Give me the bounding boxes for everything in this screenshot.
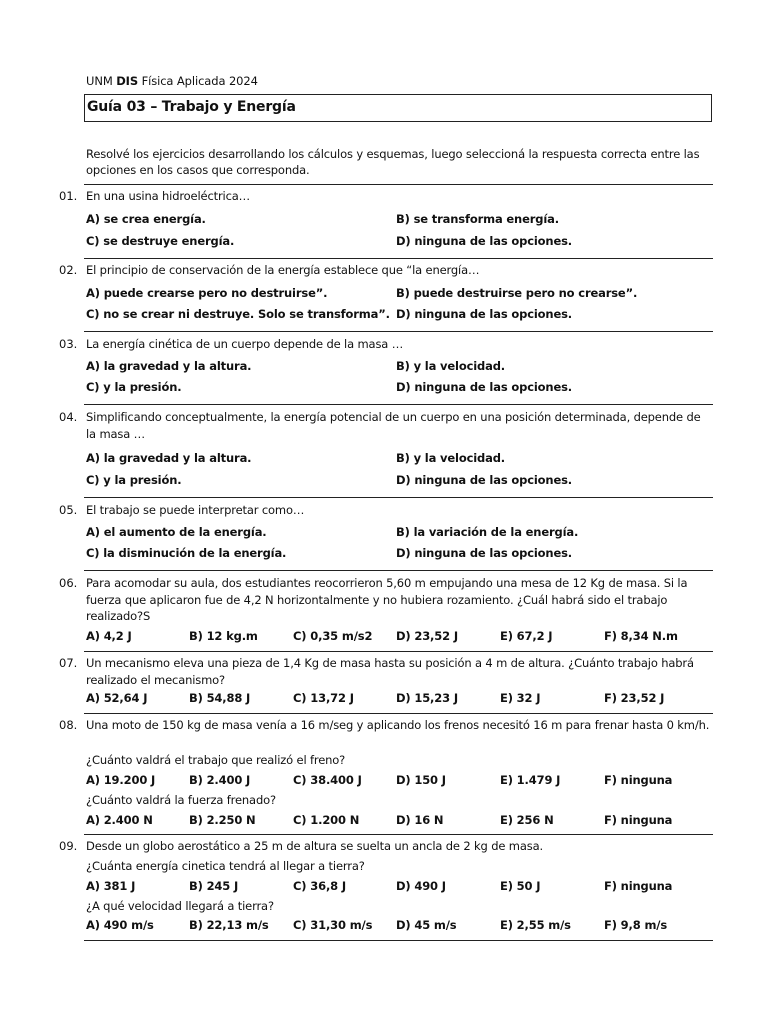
option-f: F) 9,8 m/s [604,918,668,932]
header-bold: DIS [116,74,139,88]
option-a: A) se crea energía. [86,212,206,226]
option-b: B) 245 J [189,879,239,893]
title-box [84,94,712,122]
option-e: E) 67,2 J [500,629,553,643]
option-d: D) ninguna de las opciones. [396,307,573,321]
option-b: B) 12 kg.m [189,629,258,643]
option-b: B) 2.250 N [189,813,256,827]
option-c: C) no se crear ni destruye. Solo se transforma”. [86,307,390,321]
option-b: B) y la velocidad. [396,451,506,465]
question-text: Simplificando conceptualmente, la energía potencial de un cuerpo en una posición determinada, depende de la masa … [86,410,701,441]
question-text: Para acomodar su aula, dos estudiantes reocorrieron 5,60 m empujando una mesa de 12 Kg de masa. Si la fuerza que aplicaron fue de 4,2 N horizontalmente y no hubiera rozamiento. ¿Cuál habrá sido el trabajo realizado?S [86,576,688,623]
option-f: F) 8,34 N.m [604,629,678,643]
option-b: B) puede destruirse pero no crearse”. [396,286,638,300]
question-text: Un mecanismo eleva una pieza de 1,4 Kg de masa hasta su posición a 4 m de altura. ¿Cuánto trabajo habrá realizado el mecanismo? [86,656,694,687]
question-number: 04. [59,410,78,424]
option-c: C) 36,8 J [293,879,347,893]
question-text: En una usina hidroeléctrica… [86,189,251,203]
option-b: B) 22,13 m/s [189,918,269,932]
option-c: C) 13,72 J [293,691,354,705]
option-d: D) 15,23 J [396,691,458,705]
option-d: D) 490 J [396,879,446,893]
header-prefix: UNM [86,74,113,88]
divider [84,570,713,571]
option-b: B) 2.400 J [189,773,251,787]
question-number: 01. [59,189,78,203]
question-number: 02. [59,263,78,277]
document-header [86,74,258,88]
option-b: B) la variación de la energía. [396,525,579,539]
question-text: El principio de conservación de la energía establece que “la energía… [86,263,480,277]
option-d: D) ninguna de las opciones. [396,234,573,248]
option-d: D) ninguna de las opciones. [396,546,573,560]
option-e: E) 32 J [500,691,541,705]
header-suffix: Física Aplicada 2024 [141,74,258,88]
page-title: Guía 03 – Trabajo y Energía [87,99,296,115]
option-a: A) 19.200 J [86,773,156,787]
option-a: A) la gravedad y la altura. [86,359,252,373]
option-d: D) 16 N [396,813,444,827]
option-d: D) 150 J [396,773,446,787]
divider [84,404,713,405]
option-b: B) y la velocidad. [396,359,506,373]
option-a: A) puede crearse pero no destruirse”. [86,286,328,300]
question-text: El trabajo se puede interpretar como… [86,503,305,517]
option-c: C) 31,30 m/s [293,918,373,932]
question-number: 08. [59,718,78,732]
option-e: E) 1.479 J [500,773,561,787]
divider [84,834,713,835]
option-c: C) la disminución de la energía. [86,546,287,560]
question-number: 05. [59,503,78,517]
option-c: C) 1.200 N [293,813,360,827]
option-d: D) 23,52 J [396,629,458,643]
option-f: F) 23,52 J [604,691,665,705]
sub-question: ¿Cuánta energía cinetica tendrá al llegar a tierra? [86,859,365,873]
instructions: Resolvé los ejercicios desarrollando los cálculos y esquemas, luego seleccioná la respuesta correcta entre las opciones en los casos que corresponda. [86,147,700,177]
divider [84,258,713,259]
sub-question: ¿Cuánto valdrá la fuerza frenado? [86,793,276,807]
option-f: F) ninguna [604,813,673,827]
option-a: A) 490 m/s [86,918,154,932]
question-number: 03. [59,337,78,351]
option-a: A) 52,64 J [86,691,148,705]
option-d: D) 45 m/s [396,918,457,932]
sub-question: ¿Cuánto valdrá el trabajo que realizó el freno? [86,753,346,767]
option-c: C) 38.400 J [293,773,362,787]
divider [84,713,713,714]
option-c: C) y la presión. [86,380,182,394]
option-e: E) 2,55 m/s [500,918,571,932]
divider [84,497,713,498]
option-c: C) se destruye energía. [86,234,235,248]
option-d: D) ninguna de las opciones. [396,473,573,487]
divider [84,940,713,941]
option-a: A) 381 J [86,879,136,893]
question-text: Una moto de 150 kg de masa venía a 16 m/seg y aplicando los frenos necesitó 16 m para frenar hasta 0 km/h. [86,718,710,732]
option-e: E) 256 N [500,813,554,827]
option-b: B) se transforma energía. [396,212,559,226]
option-c: C) 0,35 m/s2 [293,629,373,643]
option-b: B) 54,88 J [189,691,251,705]
option-a: A) 4,2 J [86,629,132,643]
question-number: 06. [59,576,78,590]
option-d: D) ninguna de las opciones. [396,380,573,394]
question-number: 09. [59,839,78,853]
sub-question: ¿A qué velocidad llegará a tierra? [86,899,274,913]
option-f: F) ninguna [604,773,673,787]
divider [84,331,713,332]
option-a: A) 2.400 N [86,813,153,827]
question-text: La energía cinética de un cuerpo depende de la masa … [86,337,404,351]
question-number: 07. [59,656,78,670]
option-a: A) la gravedad y la altura. [86,451,252,465]
option-f: F) ninguna [604,879,673,893]
option-e: E) 50 J [500,879,541,893]
option-a: A) el aumento de la energía. [86,525,267,539]
option-c: C) y la presión. [86,473,182,487]
question-text: Desde un globo aerostático a 25 m de altura se suelta un ancla de 2 kg de masa. [86,839,543,853]
divider [84,651,713,652]
divider [84,184,713,185]
